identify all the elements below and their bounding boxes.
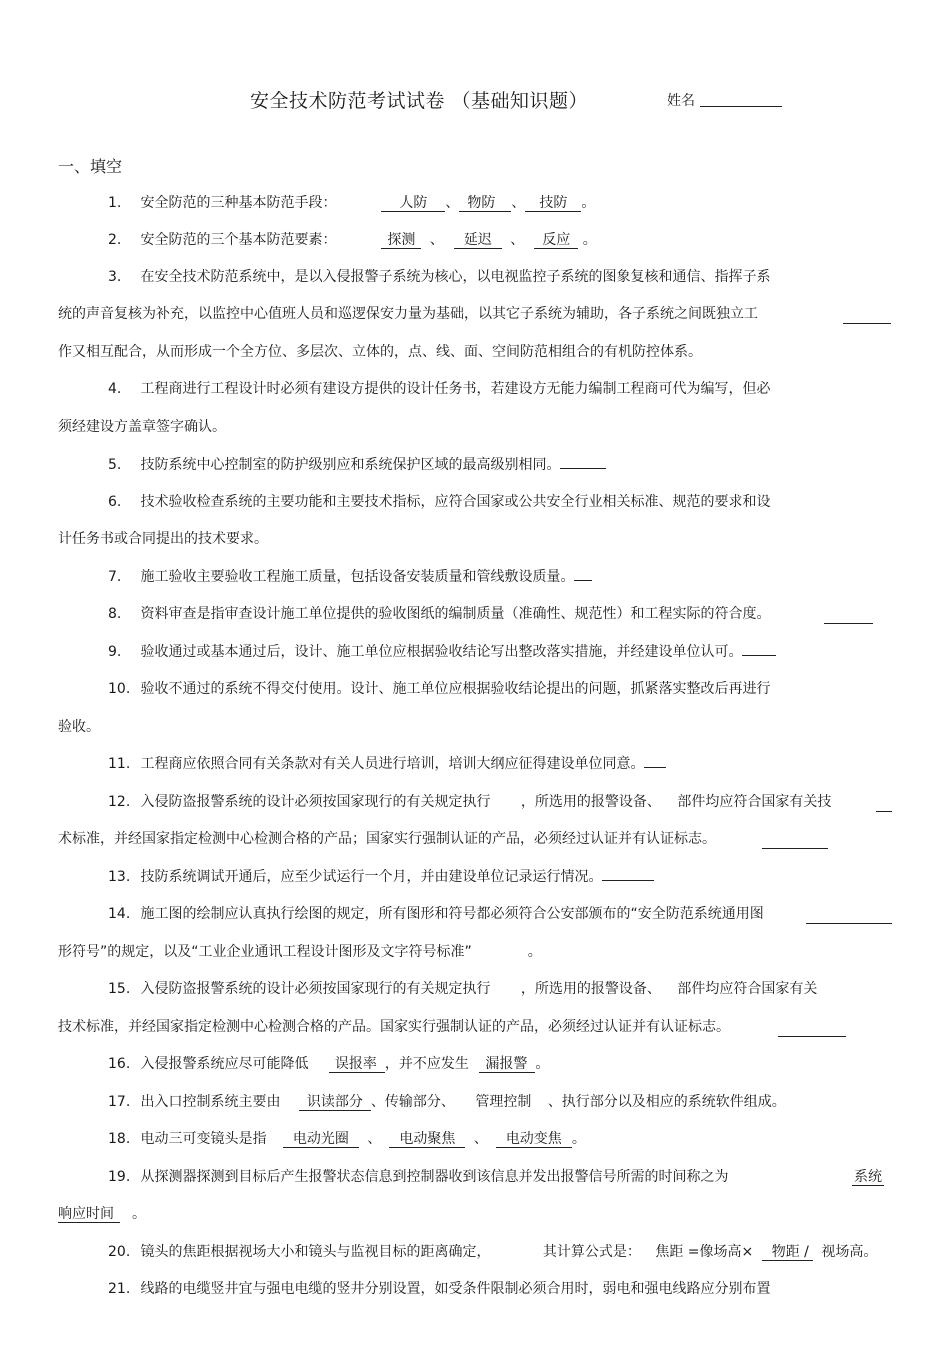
answer-blank: 反应 (534, 232, 578, 249)
question-text: 从探测器探测到目标后产生报警状态信息到控制器收到该信息并发出报警信号所需的时间称之为 (140, 1169, 729, 1185)
question-number: 12. (108, 794, 131, 810)
answer-blank: 响应时间 (58, 1206, 120, 1223)
question-10 (108, 678, 770, 700)
question-19-line-2: 响应时间 。 (58, 1206, 146, 1222)
question-11 (108, 753, 666, 775)
question-text: 施工验收主要验收工程施工质量，包括设备安装质量和管线敷设质量。 (140, 569, 575, 585)
question-text: 技防系统中心控制室的防护级别应和系统保护区域的最高级别相同。 (140, 457, 561, 473)
question-9 (108, 641, 776, 663)
question-text: 出入口控制系统主要由 (140, 1094, 281, 1110)
question-text: 技防系统调试开通后，应至少试运行一个月，并由建设单位记录运行情况。 (140, 869, 603, 885)
question-4 (108, 378, 770, 400)
question-13 (108, 866, 654, 888)
question-15: 15. 入侵防盗报警系统的设计必须按国家现行的有关规定执行 ，所选用的报警设备、 部件均应符合国家有关 (108, 978, 817, 1000)
answer-blank (602, 866, 654, 881)
question-number: 6. (108, 494, 122, 510)
question-number: 7. (108, 569, 122, 585)
question-text: 安全防范的三个基本防范要素： (140, 232, 337, 248)
question-number: 8. (108, 606, 122, 622)
section-title: 一、填空 (58, 157, 123, 176)
page-title: 安全技术防范考试试卷 （基础知识题） (250, 90, 589, 112)
question-number: 5. (108, 457, 122, 473)
answer-blank (644, 753, 666, 768)
question-number: 16. (108, 1056, 131, 1072)
answer-blank (778, 1036, 846, 1037)
question-21 (108, 1278, 770, 1300)
answer-blank: 技防 (525, 195, 581, 212)
answer-blank (574, 566, 592, 581)
answer-blank (806, 923, 892, 924)
question-8 (108, 603, 770, 625)
answer-blank: 探测 (381, 232, 421, 249)
answer-blank: 漏报警 (479, 1056, 535, 1073)
question-14 (108, 903, 764, 925)
question-16: 16. 入侵报警系统应尽可能降低 误报率 ，并不应发生 漏报警 。 (108, 1053, 549, 1075)
answer-blank (843, 323, 891, 324)
question-4-line-2: 须经建设方盖章签字确认。 (58, 419, 226, 435)
question-text: 技术验收检查系统的主要功能和主要技术指标，应符合国家或公共安全行业相关标准、规范的要求和设 (140, 494, 771, 510)
question-number: 2. (108, 232, 122, 248)
answer-blank: 误报率 (329, 1056, 385, 1073)
question-number: 4. (108, 381, 122, 397)
question-15-line-2: 技术标准，并经国家指定检测中心检测合格的产品。国家实行强制认证的产品，必须经过认证并有认证标志。 (58, 1019, 730, 1035)
question-text: 电动三可变镜头是指 (140, 1131, 267, 1147)
question-3-line-3: 作又相互配合，从而形成一个全方位、多层次、立体的，点、线、面、空间防范相组合的有机防控体系。 (58, 344, 702, 360)
answer-blank: 物防 (459, 195, 511, 212)
question-number: 18. (108, 1131, 131, 1147)
question-number: 3. (108, 269, 122, 285)
answer-blank (824, 623, 873, 624)
question-number: 11. (108, 756, 131, 772)
question-12-line-2: 术标准，并经国家指定检测中心检测合格的产品；国家实行强制认证的产品，必须经过认证并有认证标志。 (58, 831, 716, 847)
question-number: 1. (108, 195, 122, 211)
question-6-line-2: 计任务书或合同提出的技术要求。 (58, 531, 268, 547)
question-text: 线路的电缆竖井宜与强电电缆的竖井分别设置，如受条件限制必须合用时，弱电和强电线路应分别布置 (140, 1281, 771, 1297)
answer-text: 管理控制 (475, 1094, 532, 1110)
question-text: 验收通过或基本通过后，设计、施工单位应根据验收结论写出整改落实措施，并经建设单位认可。 (140, 644, 743, 660)
question-14-line-2: 形符号”的规定，以及“工业企业通讯工程设计图形及文字符号标准” 。 (58, 944, 542, 960)
question-text: 入侵防盗报警系统的设计必须按国家现行的有关规定执行 (140, 794, 491, 810)
answer-blank (762, 848, 828, 849)
answer-blank (560, 454, 606, 469)
question-text: 镜头的焦距根据视场大小和镜头与监视目标的距离确定， (140, 1244, 491, 1260)
question-7 (108, 566, 592, 588)
question-text: 在安全技术防范系统中，是以入侵报警子系统为核心，以电视监控子系统的图象复核和通信、指挥子系 (140, 269, 771, 285)
question-12: 12. 入侵防盗报警系统的设计必须按国家现行的有关规定执行 ，所选用的报警设备、 部件均应符合国家有关技 (108, 791, 831, 813)
question-2: 2. 安全防范的三个基本防范要素： 探测 、 延迟 、 反应 。 (108, 229, 597, 251)
answer-blank (742, 641, 776, 656)
question-17: 17. 出入口控制系统主要由 识读部分 、传输部分、 管理控制 、执行部分以及相应的系统软件组成。 (108, 1091, 786, 1113)
question-number: 21. (108, 1281, 131, 1297)
question-text: 验收不通过的系统不得交付使用。设计、施工单位应根据验收结论提出的问题，抓紧落实整改后再进行 (140, 681, 771, 697)
question-text: 资料审查是指审查设计施工单位提供的验收图纸的编制质量（准确性、规范性）和工程实际的符合度。 (140, 606, 771, 622)
question-5 (108, 454, 606, 476)
question-number: 14. (108, 906, 131, 922)
title-row (0, 86, 950, 112)
question-1: 1. 安全防范的三种基本防范手段： 人防 、 物防 、 技防 。 (108, 192, 595, 214)
question-number: 19. (108, 1169, 131, 1185)
question-text: 施工图的绘制应认真执行绘图的规定，所有图形和符号都必须符合公安部颁布的“安全防范系统通用图 (140, 906, 764, 922)
answer-blank (876, 811, 892, 812)
question-3 (108, 266, 770, 288)
question-number: 9. (108, 644, 122, 660)
question-6 (108, 491, 770, 513)
question-number: 17. (108, 1094, 131, 1110)
answer-blank: 人防 (381, 195, 445, 212)
question-text: 安全防范的三种基本防范手段： (140, 195, 337, 211)
question-text: 工程商应依照合同有关条款对有关人员进行培训，培训大纲应征得建设单位同意。 (140, 756, 645, 772)
question-number: 10. (108, 681, 131, 697)
answer-blank: 识读部分 (299, 1094, 371, 1111)
answer-blank: 电动变焦 (496, 1131, 572, 1148)
question-text: 工程商进行工程设计时必须有建设方提供的设计任务书，若建设方无能力编制工程商可代为编写，但必 (140, 381, 771, 397)
answer-blank: 电动光圈 (283, 1131, 359, 1148)
question-20: 20. 镜头的焦距根据视场大小和镜头与监视目标的距离确定， 其计算公式是： 焦距 =像场高× 物距 / 视场高。 (108, 1241, 877, 1263)
name-label: 姓名 (667, 93, 695, 109)
question-10-line-2: 验收。 (58, 719, 100, 735)
question-number: 15. (108, 981, 131, 997)
answer-text: 系统 (854, 1169, 882, 1185)
question-18: 18. 电动三可变镜头是指 电动光圈 、 电动聚焦 、 电动变焦 。 (108, 1128, 586, 1150)
question-19 (108, 1166, 728, 1188)
name-field-line (700, 106, 782, 107)
question-number: 20. (108, 1244, 131, 1260)
answer-blank: 物距 / (762, 1244, 813, 1261)
question-number: 13. (108, 869, 131, 885)
question-3-line-2: 统的声音复核为补充，以监控中心值班人员和巡逻保安力量为基础，以其它子系统为辅助，各子系统之间既独立工 (58, 306, 758, 322)
answer-blank: 电动聚焦 (389, 1131, 465, 1148)
answer-blank: 延迟 (454, 232, 502, 249)
question-text: 入侵防盗报警系统的设计必须按国家现行的有关规定执行 (140, 981, 491, 997)
question-text: 入侵报警系统应尽可能降低 (140, 1056, 309, 1072)
